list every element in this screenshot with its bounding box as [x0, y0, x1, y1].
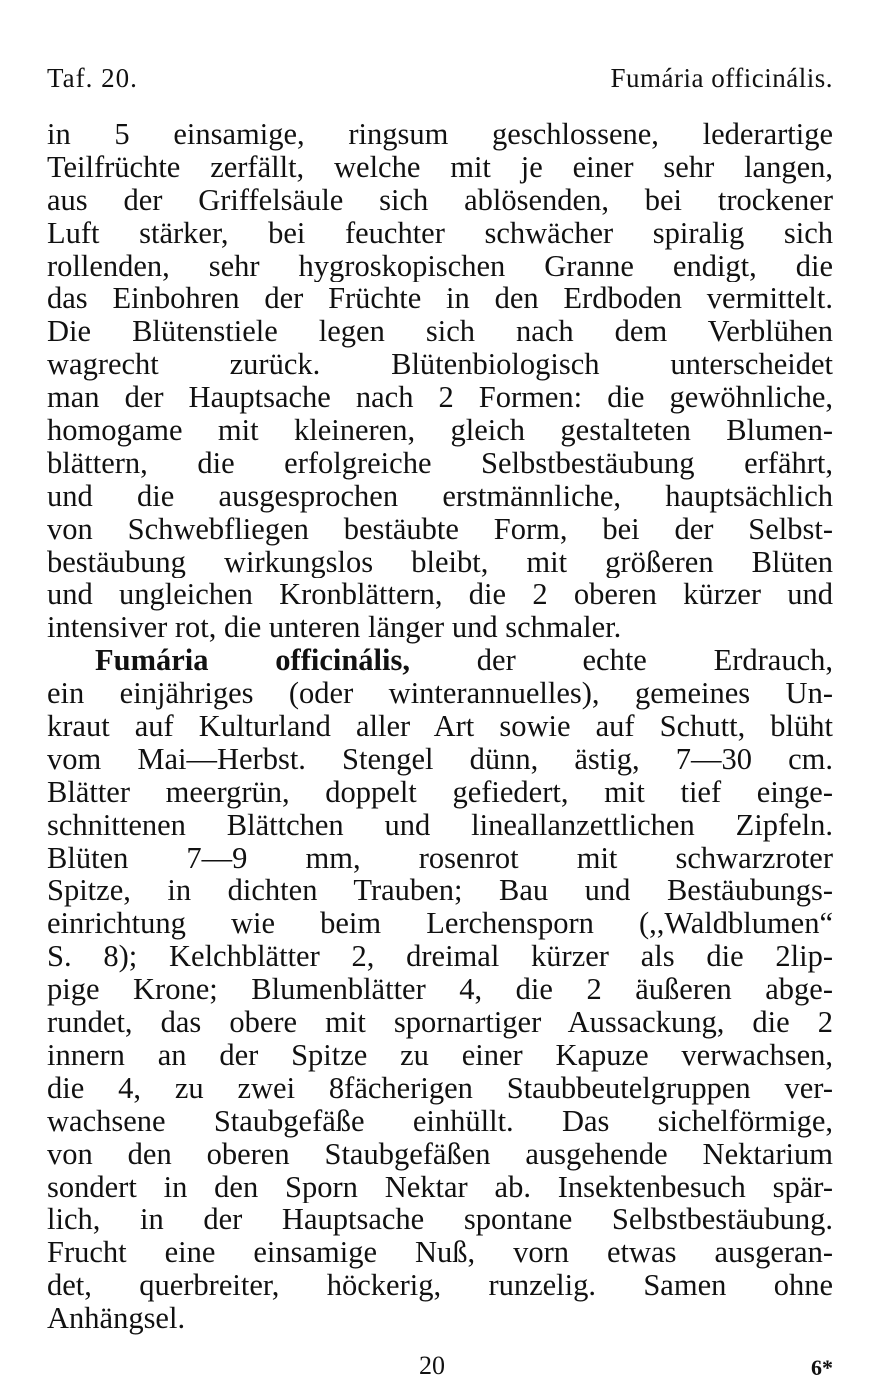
text-line: von Schwebfliegen bestäubte Form, bei der Selbst-	[47, 512, 833, 546]
text-line: in 5 einsamige, ringsum geschlossene, lederartige	[47, 118, 833, 151]
text-line: ein einjähriges (oder winterannuelles), gemeines Un-	[47, 677, 833, 711]
text-line: einrichtung wie beim Lerchensporn (,,Waldblumen“	[47, 907, 833, 941]
body-text	[47, 118, 833, 1335]
species-heading: Fumária officinális,	[95, 644, 410, 678]
text-line: S. 8); Kelchblätter 2, dreimal kürzer als die 2lip-	[47, 940, 833, 974]
text-line: von den oberen Staubgefäßen ausgehende Nektarium	[47, 1137, 833, 1171]
species-title: Fumária officinális.	[610, 63, 833, 93]
text-line: aus der Griffelsäule sich ablösenden, bei trockener	[47, 183, 833, 217]
species-paragraph-first-line	[47, 644, 833, 677]
text-line: Blüten 7—9 mm, rosenrot mit schwarzroter	[47, 841, 833, 875]
text-line: Luft stärker, bei feuchter schwächer spiralig sich	[47, 216, 833, 250]
text-line: die 4, zu zwei 8fächerigen Staubbeutelgruppen ver-	[47, 1071, 833, 1105]
species-heading-continuation: der echte Erdrauch,	[476, 644, 833, 678]
text-line: rollenden, sehr hygroskopischen Granne endigt, die	[47, 249, 833, 283]
text-line: kraut auf Kulturland aller Art sowie auf Schutt, blüht	[47, 710, 833, 743]
text-line: das Einbohren der Früchte in den Erdboden vermittelt.	[47, 282, 833, 316]
document-page	[47, 0, 833, 1400]
text-line: man der Hauptsache nach 2 Formen: die gewöhnliche,	[47, 381, 833, 415]
text-line: wagrecht zurück. Blütenbiologisch unterscheidet	[47, 348, 833, 382]
text-line: Spitze, in dichten Trauben; Bau und Bestäubungs-	[47, 874, 833, 908]
page-footer	[47, 1348, 833, 1384]
text-line: homogame mit kleineren, gleich gestalteten Blumen-	[47, 414, 833, 447]
text-line: Anhängsel.	[47, 1302, 186, 1335]
text-line: intensiver rot, die unteren länger und schmaler.	[47, 611, 622, 645]
text-line: lich, in der Hauptsache spontane Selbstbestäubung.	[47, 1203, 833, 1237]
text-line: Die Blütenstiele legen sich nach dem Verblühen	[47, 315, 833, 349]
text-line: rundet, das obere mit spornartiger Aussackung, die 2	[47, 1006, 833, 1039]
text-line: sondert in den Sporn Nektar ab. Insektenbesuch spär-	[47, 1170, 833, 1204]
text-line: bestäubung wirkungslos bleibt, mit größeren Blüten	[47, 545, 833, 579]
text-line: und ungleichen Kronblättern, die 2 oberen kürzer und	[47, 578, 833, 612]
text-line: det, querbreiter, höckerig, runzelig. Samen ohne	[47, 1269, 833, 1303]
text-line: Teilfrüchte zerfällt, welche mit je einer sehr langen,	[47, 150, 833, 184]
text-line: Frucht eine einsamige Nuß, vorn etwas ausgeran-	[47, 1236, 833, 1270]
plate-number: Taf. 20.	[47, 63, 138, 93]
text-line: wachsene Staubgefäße einhüllt. Das sichelförmige,	[47, 1104, 833, 1138]
text-line: blättern, die erfolgreiche Selbstbestäubung erfährt,	[47, 446, 833, 480]
text-line: innern an der Spitze zu einer Kapuze verwachsen,	[47, 1038, 833, 1072]
page-number: 20	[419, 1351, 445, 1380]
text-line: und die ausgesprochen erstmännliche, hauptsächlich	[47, 479, 833, 513]
text-line: schnittenen Blättchen und lineallanzettlichen Zipfeln.	[47, 808, 833, 842]
text-line: vom Mai—Herbst. Stengel dünn, ästig, 7—30 cm.	[47, 742, 833, 776]
signature-mark: 6*	[811, 1355, 833, 1380]
text-line: Blätter meergrün, doppelt gefiedert, mit tief einge-	[47, 775, 833, 809]
running-head	[47, 60, 833, 96]
text-line: pige Krone; Blumenblätter 4, die 2 äußeren abge-	[47, 973, 833, 1007]
